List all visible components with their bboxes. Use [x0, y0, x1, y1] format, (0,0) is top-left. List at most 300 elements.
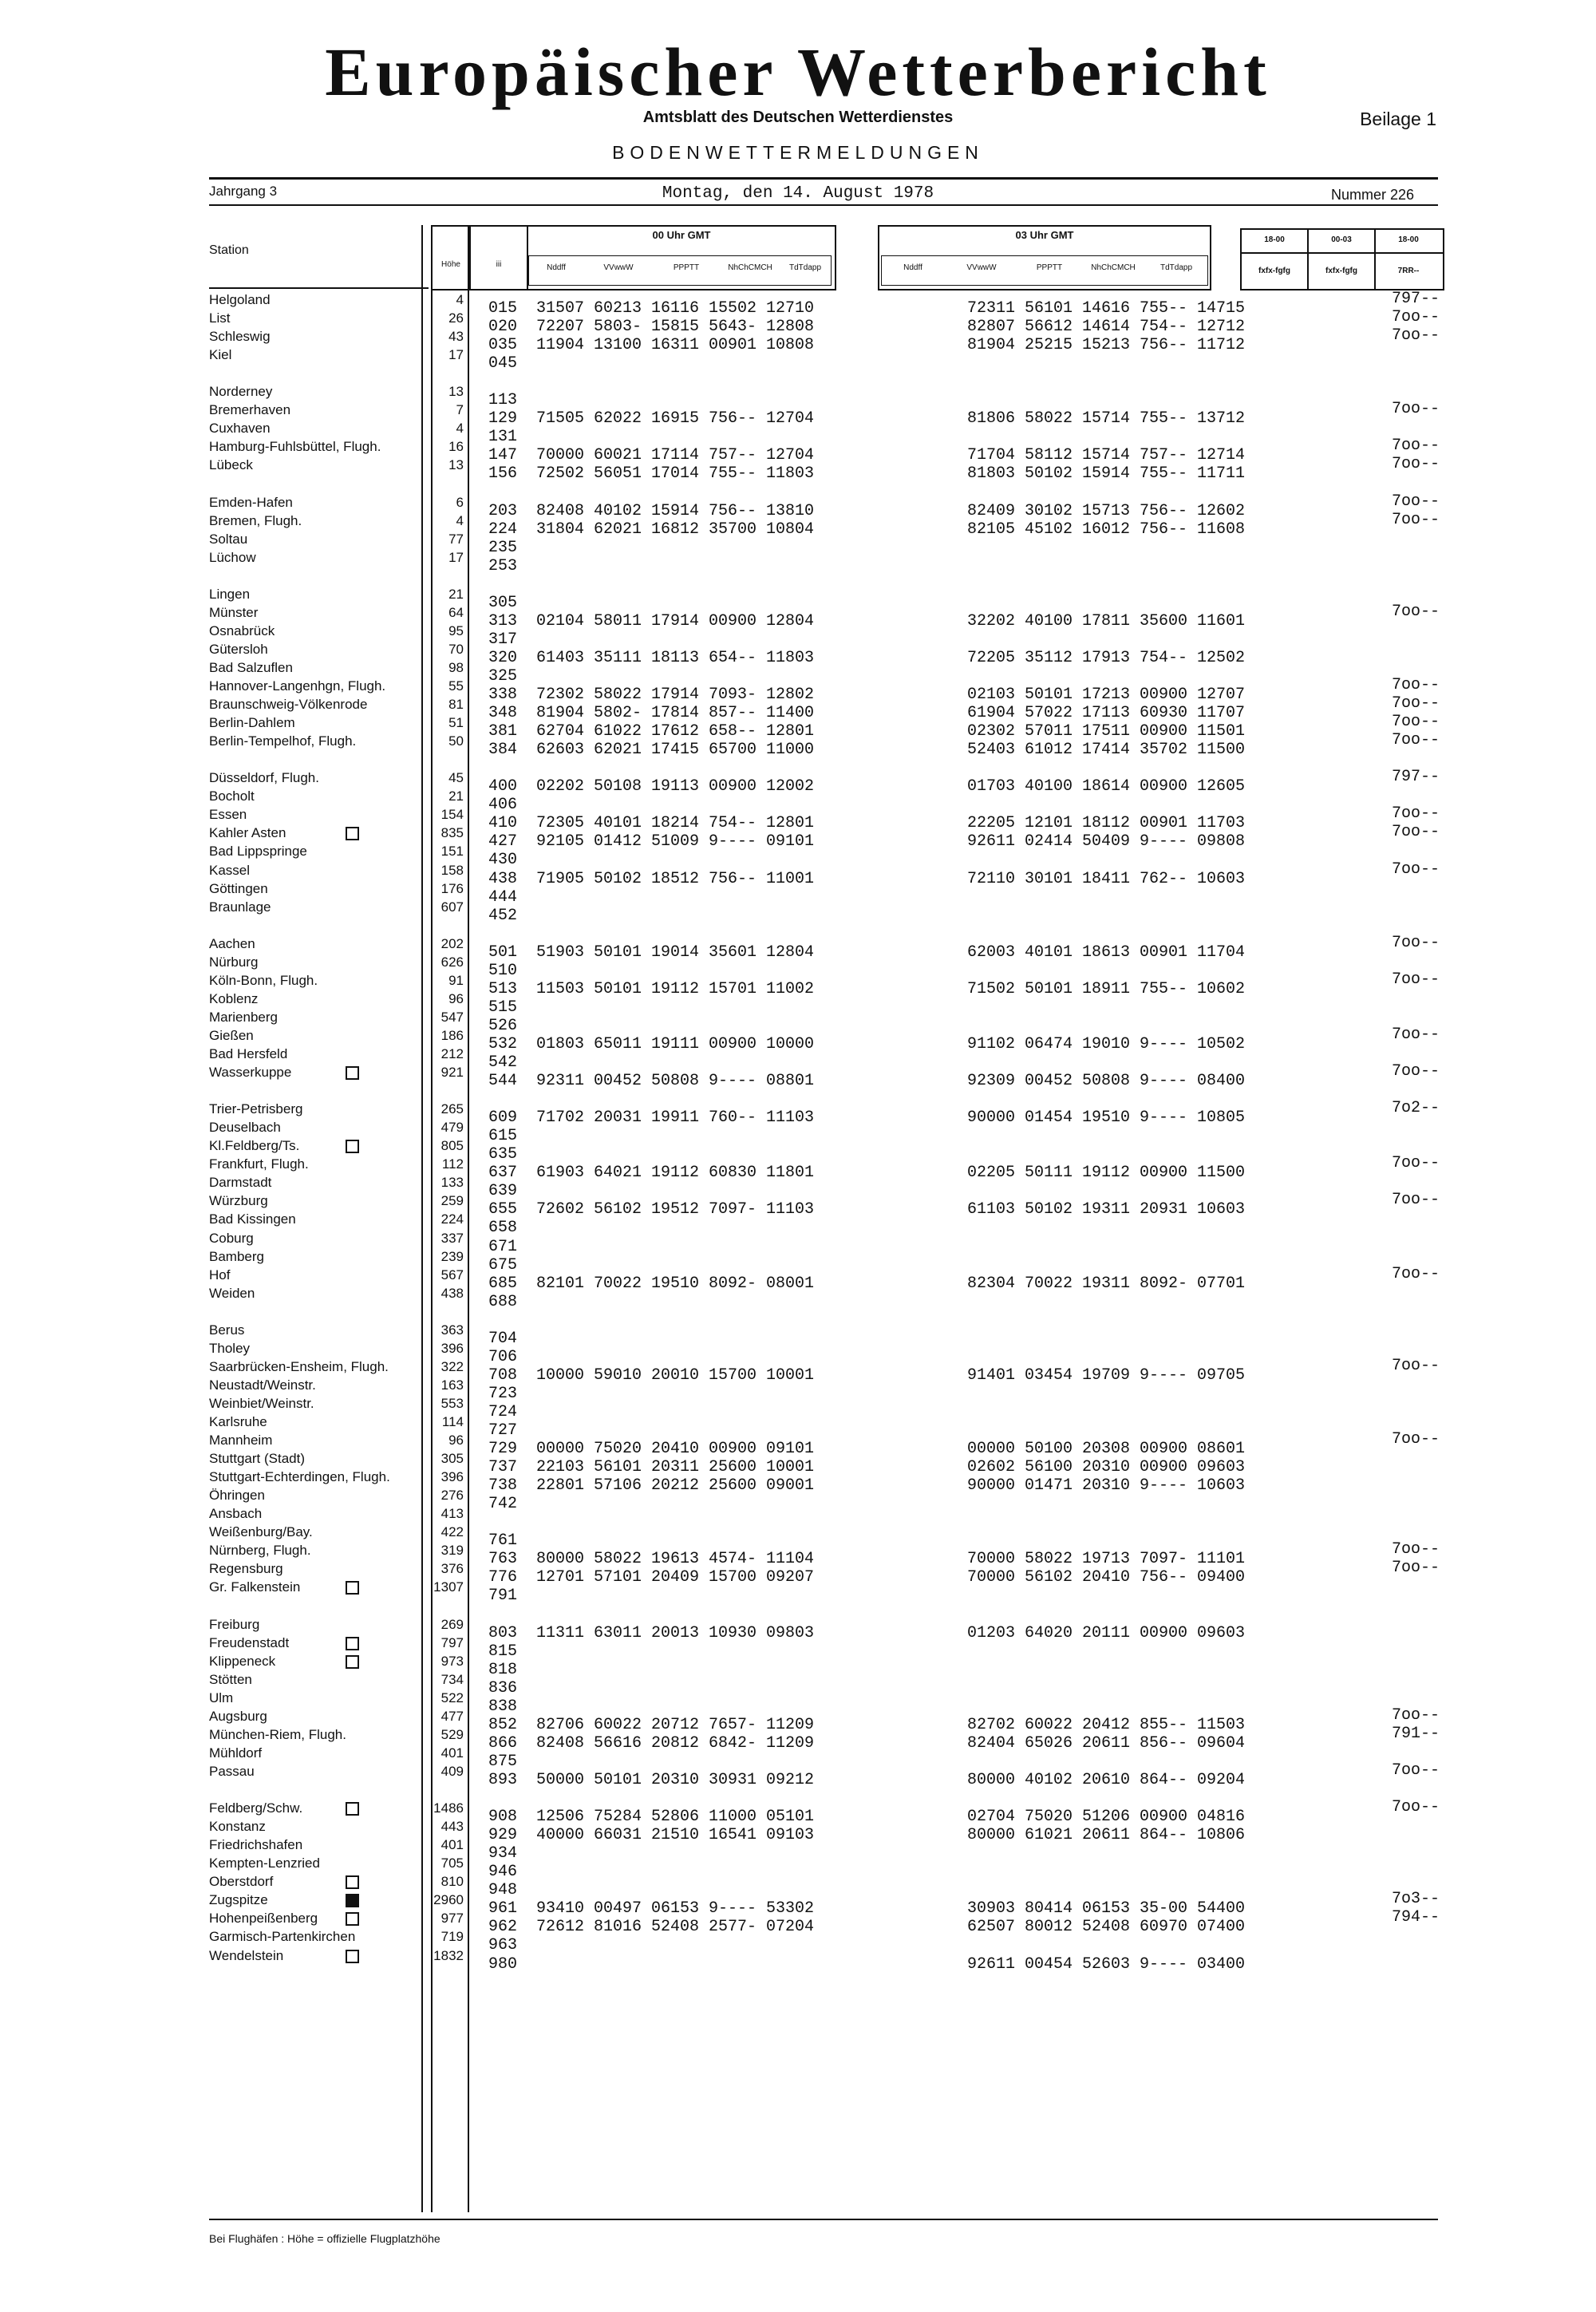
- obs-03: 62003 40101 18613 00901 11704: [967, 943, 1246, 962]
- station-name-text: Lingen: [209, 587, 251, 602]
- station-hoehe: 567: [440, 1267, 464, 1282]
- station-name-text: Aachen: [209, 936, 255, 951]
- station-name: [209, 310, 230, 327]
- station-data-line: [488, 1679, 1342, 1697]
- station-name: [209, 1855, 320, 1872]
- station-hoehe: 45: [448, 770, 464, 785]
- station-name-text: List: [209, 310, 231, 326]
- station-name: [209, 1358, 389, 1376]
- station-data-line: [488, 1863, 1342, 1881]
- station-name-text: München-Riem, Flugh.: [209, 1727, 346, 1742]
- obs-00: 11904 13100 16311 00901 10808: [536, 336, 815, 354]
- station-hoehe: 522: [440, 1690, 464, 1705]
- station-iii: 893: [488, 1771, 518, 1789]
- station-hoehe: 805: [440, 1138, 464, 1153]
- station-data-line: [488, 851, 1342, 869]
- station-data-line: [488, 814, 1342, 832]
- station-iii: 815: [488, 1642, 518, 1661]
- station-iii: 635: [488, 1145, 518, 1164]
- obs-00: 02104 58011 17914 00900 12804: [536, 612, 815, 630]
- extra-mid-rule: [1240, 252, 1443, 254]
- obs-03: 92611 00454 52603 9---- 03400: [967, 1955, 1246, 1974]
- station-hoehe: 337: [440, 1231, 464, 1246]
- station-name-text: Weißenburg/Bay.: [209, 1524, 313, 1539]
- obs-00: 12701 57101 20409 15700 09207: [536, 1568, 815, 1587]
- station-data-line: [488, 1716, 1342, 1734]
- obs-00: 81904 5802- 17814 857-- 11400: [536, 704, 815, 722]
- station-data-line: [488, 1753, 1342, 1771]
- station-data-line: [488, 1293, 1342, 1311]
- station-iii: 791: [488, 1587, 518, 1605]
- obs-00: 51903 50101 19014 35601 12804: [536, 943, 815, 962]
- station-data-line: [488, 299, 1342, 318]
- station-hoehe: 409: [440, 1764, 464, 1779]
- station-hoehe: 479: [440, 1120, 464, 1135]
- station-iii: 381: [488, 722, 518, 741]
- station-data-line: [488, 1385, 1342, 1403]
- obs-00: 22801 57106 20212 25600 09001: [536, 1476, 815, 1495]
- station-hoehe: 376: [440, 1561, 464, 1576]
- station-name: [209, 954, 258, 971]
- obs-03: 81904 25215 15213 756-- 11712: [967, 336, 1246, 354]
- station-name-text: Stuttgart-Echterdingen, Flugh.: [209, 1469, 390, 1484]
- station-hoehe: 70: [448, 642, 464, 657]
- station-name-text: Mühldorf: [209, 1745, 263, 1761]
- station-iii: 131: [488, 428, 518, 446]
- station-name-text: Schleswig: [209, 329, 271, 344]
- station-hoehe: 133: [440, 1175, 464, 1190]
- station-data-line: [488, 704, 1342, 722]
- station-hoehe: 96: [448, 991, 464, 1006]
- obs-00: 12506 75284 52806 11000 05101: [536, 1808, 815, 1826]
- station-data-line: [488, 1550, 1342, 1568]
- station-name-text: Hof: [209, 1267, 231, 1282]
- station-iii: 113: [488, 391, 518, 409]
- station-name: [209, 880, 268, 898]
- obs-03: 82807 56612 14614 754-- 12712: [967, 318, 1246, 336]
- station-name-text: Weinbiet/Weinstr.: [209, 1396, 314, 1411]
- station-iii: 253: [488, 557, 518, 575]
- station-data-line: [488, 354, 1342, 373]
- station-data-line: [488, 1826, 1342, 1844]
- station-hoehe: 797: [440, 1635, 464, 1650]
- obs-00: 31507 60213 16116 15502 12710: [536, 299, 815, 318]
- station-iii: 948: [488, 1881, 518, 1899]
- obs-03: 61103 50102 19311 20931 10603: [967, 1200, 1246, 1219]
- station-data-line: [488, 318, 1342, 336]
- station-name-text: Braunschweig-Völkenrode: [209, 697, 368, 712]
- station-name: [209, 1064, 291, 1081]
- date-rule: [209, 204, 1438, 206]
- station-data-line: [488, 1127, 1342, 1145]
- station-iii: 961: [488, 1899, 518, 1918]
- station-name: [209, 862, 250, 879]
- station-name-text: Klippeneck: [209, 1654, 276, 1669]
- obs-03: 91102 06474 19010 9---- 10502: [967, 1035, 1246, 1053]
- obs-03: 70000 58022 19713 7097- 11101: [967, 1550, 1246, 1568]
- obs-03: 80000 61021 20611 864-- 10806: [967, 1826, 1246, 1844]
- station-name-text: Kassel: [209, 863, 251, 878]
- filled-square-icon: [346, 1894, 359, 1907]
- station-hoehe: 477: [440, 1709, 464, 1724]
- open-square-icon: [346, 1875, 359, 1889]
- obs-00: 01803 65011 19111 00900 10000: [536, 1035, 815, 1053]
- station-name-text: Kempten-Lenzried: [209, 1856, 320, 1871]
- obs-00: 72612 81016 52408 2577- 07204: [536, 1918, 815, 1936]
- station-iii: 708: [488, 1366, 518, 1385]
- station-name-text: Bamberg: [209, 1249, 264, 1264]
- station-name-text: Regensburg: [209, 1561, 283, 1576]
- station-name-text: Norderney: [209, 384, 273, 399]
- station-name: [209, 1910, 318, 1927]
- station-name: [209, 935, 255, 953]
- station-data-line: [488, 722, 1342, 741]
- obs-03: 81803 50102 15914 755-- 11711: [967, 464, 1246, 483]
- station-name: [209, 1045, 287, 1063]
- obs-03: 01203 64020 20111 00900 09603: [967, 1624, 1246, 1642]
- station-iii: 723: [488, 1385, 518, 1403]
- station-name: [209, 586, 250, 603]
- station-name: [209, 1873, 273, 1891]
- obs-03: 90000 01471 20310 9---- 10603: [967, 1476, 1246, 1495]
- station-name: [209, 1468, 390, 1486]
- station-hoehe: 77: [448, 532, 464, 547]
- station-iii: 400: [488, 777, 518, 796]
- station-name-text: Ansbach: [209, 1506, 263, 1521]
- station-hoehe: 154: [440, 807, 464, 822]
- station-data-line: [488, 1881, 1342, 1899]
- station-data-line: [488, 888, 1342, 907]
- station-header-rule: [209, 287, 429, 289]
- obs-03: 02704 75020 51206 00900 04816: [967, 1808, 1246, 1826]
- station-iii: 015: [488, 299, 518, 318]
- station-hoehe: 95: [448, 623, 464, 638]
- station-data-line: [488, 1899, 1342, 1918]
- station-name-text: Emden-Hafen: [209, 495, 293, 510]
- station-hoehe: 64: [448, 605, 464, 620]
- station-name: [209, 1432, 272, 1449]
- station-rr: 7oo--: [1391, 1357, 1440, 1375]
- station-hoehe: 7: [456, 402, 464, 417]
- station-hoehe: 114: [441, 1414, 464, 1429]
- obs-00: 40000 66031 21510 16541 09103: [536, 1826, 815, 1844]
- station-name: [209, 1395, 314, 1413]
- station-name-text: Gr. Falkenstein: [209, 1579, 301, 1595]
- station-iii: 738: [488, 1476, 518, 1495]
- station-hoehe: 810: [440, 1874, 464, 1889]
- station-name: [209, 1524, 313, 1541]
- station-iii: 320: [488, 649, 518, 667]
- station-name-text: Kahler Asten: [209, 825, 286, 840]
- obs-03: 62507 80012 52408 60970 07400: [967, 1918, 1246, 1936]
- station-iii: 688: [488, 1293, 518, 1311]
- obs-03: 01703 40100 18614 00900 12605: [967, 777, 1246, 796]
- station-data-line: [488, 1072, 1342, 1090]
- station-hoehe: 96: [448, 1433, 464, 1448]
- station-data-line: [488, 1145, 1342, 1164]
- station-name-text: Frankfurt, Flugh.: [209, 1156, 309, 1172]
- station-iii: 761: [488, 1531, 518, 1550]
- station-name-text: Saarbrücken-Ensheim, Flugh.: [209, 1359, 389, 1374]
- station-hoehe: 4: [456, 292, 464, 307]
- obs-03: 02602 56100 20310 00900 09603: [967, 1458, 1246, 1476]
- station-rr: 7o2--: [1391, 1099, 1440, 1117]
- station-rr: 7o3--: [1391, 1890, 1440, 1908]
- station-name-text: Bremen, Flugh.: [209, 513, 302, 528]
- obs-00: 82408 56616 20812 6842- 11209: [536, 1734, 815, 1753]
- station-rr: 794--: [1391, 1908, 1440, 1927]
- station-rr: 7oo--: [1391, 1798, 1440, 1816]
- station-name-text: Münster: [209, 605, 259, 620]
- station-name-text: Helgoland: [209, 292, 271, 307]
- station-iii: 430: [488, 851, 518, 869]
- station-name-text: Gütersloh: [209, 642, 268, 657]
- station-data-line: [488, 1844, 1342, 1863]
- station-name-text: Lüchow: [209, 550, 256, 565]
- station-hoehe: 4: [456, 513, 464, 528]
- sub-ppptt-00: PPPTT: [673, 263, 700, 272]
- station-name-text: Oberstdorf: [209, 1874, 274, 1889]
- station-rr: 7oo--: [1391, 823, 1440, 841]
- station-data-line: [488, 391, 1342, 409]
- station-hoehe: 163: [440, 1377, 464, 1393]
- station-rr: 7oo--: [1391, 492, 1440, 511]
- station-name: [209, 1285, 255, 1302]
- station-iii: 452: [488, 907, 518, 925]
- station-column-header: Station: [209, 243, 249, 257]
- station-name: [209, 494, 293, 512]
- station-data-line: [488, 1035, 1342, 1053]
- station-iii: 818: [488, 1661, 518, 1679]
- station-iii: 544: [488, 1072, 518, 1090]
- obs-03: 82702 60022 20412 855-- 11503: [967, 1716, 1246, 1734]
- station-iii: 224: [488, 520, 518, 539]
- station-name: [209, 1947, 283, 1965]
- station-name-text: Darmstadt: [209, 1175, 272, 1190]
- station-iii: 729: [488, 1440, 518, 1458]
- station-name-text: Stötten: [209, 1672, 252, 1687]
- extra-head-1: 18-00: [1264, 235, 1285, 244]
- open-square-icon: [346, 1802, 359, 1816]
- station-data-line: [488, 796, 1342, 814]
- obs-00: 72502 56051 17014 755-- 11803: [536, 464, 815, 483]
- station-rr: 7oo--: [1391, 603, 1440, 621]
- station-name: [209, 1156, 309, 1173]
- station-hoehe: 401: [440, 1837, 464, 1852]
- station-name: [209, 1174, 271, 1192]
- obs-03: 72311 56101 14616 755-- 14715: [967, 299, 1246, 318]
- station-hoehe: 2960: [433, 1892, 464, 1907]
- station-iii: 515: [488, 998, 518, 1017]
- station-iii: 410: [488, 814, 518, 832]
- station-name-text: Gießen: [209, 1028, 254, 1043]
- station-name: [209, 1928, 355, 1946]
- station-data-line: [488, 998, 1342, 1017]
- station-data-line: [488, 409, 1342, 428]
- station-name: [209, 843, 307, 860]
- station-name: [209, 1192, 268, 1210]
- station-name: [209, 456, 253, 474]
- footer-note: Bei Flughäfen : Höhe = offizielle Flugplatzhöhe: [209, 2232, 440, 2245]
- station-name: [209, 1137, 299, 1155]
- obs-00: 71905 50102 18512 756-- 11001: [536, 870, 815, 888]
- station-iii: 513: [488, 980, 518, 998]
- station-name-text: Düsseldorf, Flugh.: [209, 770, 319, 785]
- station-rr: 7oo--: [1391, 1540, 1440, 1559]
- station-hoehe: 553: [440, 1396, 464, 1411]
- obs-00: 72302 58022 17914 7093- 12802: [536, 686, 815, 704]
- station-hoehe: 422: [440, 1524, 464, 1539]
- station-hoehe: 921: [440, 1065, 464, 1080]
- station-name: [209, 972, 318, 990]
- station-data-line: [488, 1513, 1342, 1531]
- page-subtitle: Amtsblatt des Deutschen Wetterdienstes: [642, 109, 954, 126]
- obs-03: 71704 58112 15714 757-- 12714: [967, 446, 1246, 464]
- station-name: [209, 1211, 296, 1228]
- obs-03: 81806 58022 15714 755-- 13712: [967, 409, 1246, 428]
- open-square-icon: [346, 827, 359, 840]
- station-name: [209, 1542, 311, 1559]
- station-name: [209, 1616, 259, 1634]
- station-iii: 838: [488, 1697, 518, 1716]
- station-data-line: [488, 907, 1342, 925]
- station-hoehe: 269: [440, 1617, 464, 1632]
- obs-03: 30903 80414 06153 35-00 54400: [967, 1899, 1246, 1918]
- station-name: [209, 1101, 302, 1118]
- station-name-text: Friedrichshafen: [209, 1837, 303, 1852]
- station-hoehe: 322: [440, 1359, 464, 1374]
- station-data-line: [488, 1238, 1342, 1256]
- hoehe-header-box: [431, 225, 471, 290]
- extra-sub-3: 7RR--: [1397, 267, 1420, 275]
- date-label: Montag, den 14. August 1978: [662, 184, 934, 203]
- station-iii: 045: [488, 354, 518, 373]
- sub-vvwww-00: VVwwW: [603, 263, 634, 272]
- station-name-text: Würzburg: [209, 1193, 268, 1208]
- station-name: [209, 1487, 265, 1504]
- station-iii: 875: [488, 1753, 518, 1771]
- station-iii: 203: [488, 502, 518, 520]
- station-rr: 7oo--: [1391, 326, 1440, 345]
- station-name-text: Hohenpeißenberg: [209, 1911, 318, 1926]
- station-name: [209, 1340, 250, 1358]
- station-hoehe: 265: [440, 1101, 464, 1116]
- station-data-line: [488, 777, 1342, 796]
- station-iii: 685: [488, 1275, 518, 1293]
- hoehe-right-rule: [468, 225, 469, 2212]
- station-hoehe: 1832: [433, 1948, 464, 1963]
- station-data-line: [488, 1348, 1342, 1366]
- station-iii: 020: [488, 318, 518, 336]
- station-rr: 7oo--: [1391, 713, 1440, 731]
- station-name: [209, 1027, 254, 1045]
- station-name-text: Trier-Petrisberg: [209, 1101, 303, 1116]
- station-iii: 305: [488, 594, 518, 612]
- open-square-icon: [346, 1581, 359, 1595]
- station-iii: 866: [488, 1734, 518, 1753]
- station-name: [209, 1836, 302, 1854]
- station-iii: 348: [488, 704, 518, 722]
- station-name-text: Freiburg: [209, 1617, 260, 1632]
- station-rr: 791--: [1391, 1725, 1440, 1743]
- section-label: BODENWETTERMELDUNGEN: [612, 142, 984, 163]
- station-iii: 946: [488, 1863, 518, 1881]
- station-hoehe: 734: [440, 1672, 464, 1687]
- station-hoehe: 305: [440, 1451, 464, 1466]
- station-hoehe: 151: [440, 844, 464, 859]
- station-hoehe: 438: [440, 1286, 464, 1301]
- station-name: [209, 1009, 278, 1026]
- obs-03: 61904 57022 17113 60930 11707: [967, 704, 1246, 722]
- station-data-line: [488, 1734, 1342, 1753]
- obs-03: 91401 03454 19709 9---- 09705: [967, 1366, 1246, 1385]
- station-name: [209, 1230, 254, 1247]
- station-name-text: Passau: [209, 1764, 255, 1779]
- station-name: [209, 383, 272, 401]
- station-name: [209, 678, 385, 695]
- station-name-text: Karlsruhe: [209, 1414, 267, 1429]
- obs-00: 82706 60022 20712 7657- 11209: [536, 1716, 815, 1734]
- station-hoehe: 363: [440, 1322, 464, 1338]
- station-data-line: [488, 1164, 1342, 1182]
- station-hoehe: 396: [440, 1469, 464, 1484]
- station-hoehe: 4: [456, 421, 464, 436]
- station-name-text: Hamburg-Fuhlsbüttel, Flugh.: [209, 439, 381, 454]
- obs-03: 02205 50111 19112 00900 11500: [967, 1164, 1246, 1182]
- station-name: [209, 641, 268, 658]
- station-name: [209, 1690, 233, 1707]
- station-data-line: [488, 1587, 1342, 1605]
- station-iii: 908: [488, 1808, 518, 1826]
- station-hoehe: 50: [448, 733, 464, 749]
- station-name: [209, 1800, 302, 1817]
- station-rr: 7oo--: [1391, 437, 1440, 455]
- station-hoehe: 276: [440, 1488, 464, 1503]
- station-hoehe: 719: [440, 1929, 464, 1944]
- obs-00: 72207 5803- 15815 5643- 12808: [536, 318, 815, 336]
- station-hoehe: 626: [440, 954, 464, 970]
- obs-03: 72110 30101 18411 762-- 10603: [967, 870, 1246, 888]
- station-iii: 035: [488, 336, 518, 354]
- obs-00: 82101 70022 19510 8092- 08001: [536, 1275, 815, 1293]
- station-rr: 7oo--: [1391, 400, 1440, 418]
- station-iii: 129: [488, 409, 518, 428]
- station-rr: 7oo--: [1391, 1430, 1440, 1448]
- station-hoehe: 16: [448, 439, 464, 454]
- jahrgang-label: Jahrgang 3: [209, 184, 278, 199]
- station-iii: 235: [488, 539, 518, 557]
- station-name-text: Ulm: [209, 1690, 234, 1705]
- station-iii: 444: [488, 888, 518, 907]
- station-data-line: [488, 1366, 1342, 1385]
- station-hoehe: 1486: [433, 1800, 464, 1816]
- obs-00: 31804 62021 16812 35700 10804: [536, 520, 815, 539]
- station-iii: 742: [488, 1495, 518, 1513]
- station-data-line: [488, 1476, 1342, 1495]
- station-name-text: Neustadt/Weinstr.: [209, 1377, 316, 1393]
- obs-00: 71505 62022 16915 756-- 12704: [536, 409, 815, 428]
- station-hoehe: 705: [440, 1856, 464, 1871]
- obs-00: 11311 63011 20013 10930 09803: [536, 1624, 815, 1642]
- station-name-text: Köln-Bonn, Flugh.: [209, 973, 318, 988]
- station-data-line: [488, 1531, 1342, 1550]
- station-data-line: [488, 1440, 1342, 1458]
- station-iii: 406: [488, 796, 518, 814]
- station-iii: 934: [488, 1844, 518, 1863]
- station-iii: 325: [488, 667, 518, 686]
- station-iii: 501: [488, 943, 518, 962]
- station-name-text: Mannheim: [209, 1433, 273, 1448]
